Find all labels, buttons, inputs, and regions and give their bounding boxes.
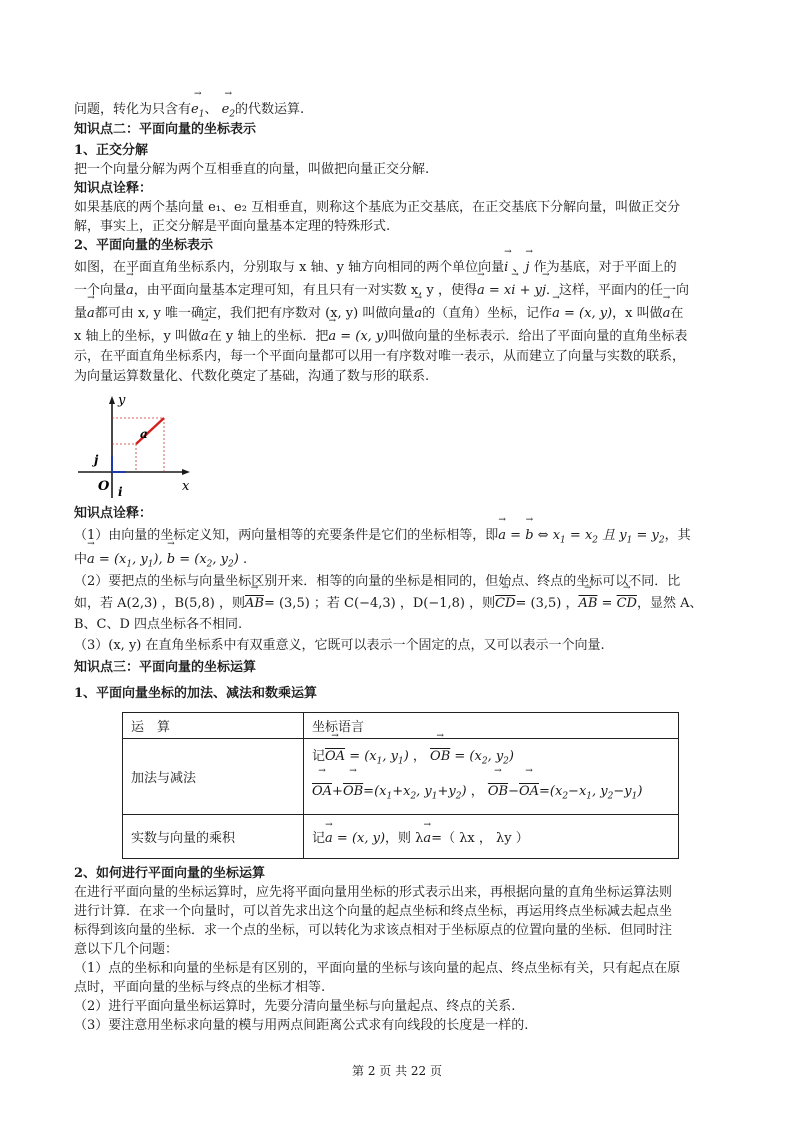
paragraph: （3）(x, y) 在直角坐标系中有双重意义，它既可以表示一个固定的点，又可以表示一个向量. [74,638,605,653]
note-heading: 知识点诠释： [74,181,153,196]
paragraph: （3）要注意用坐标求向量的模与用两点间距离公式求有向线段的长度是一样的. [74,1018,529,1033]
section-heading: 知识点二：平面向量的坐标表示 [74,122,257,137]
y-axis-arrow-icon [109,396,115,404]
paragraph: 量→ a都可由 x, y 唯一确定，我们把有序数对 (x, y) 叫做向量→ a的（直角）坐标，记作→ a = (x, y)，x 叫做→ a在 [74,304,734,324]
paragraph: B、C、D 四点坐标各不相同. [74,617,243,632]
text-line: 问题，转化为只含有→ $e_1$、 → $e_2$的代数运算. [74,100,734,125]
table-header-cell: 坐标语言 [304,713,679,739]
paragraph: 点时，平面向量的坐标与终点的坐标才相等. [74,980,326,995]
y-axis-label: y [118,394,126,408]
paragraph: 一个向量→ a，由平面向量基本定理可知，有且只有一对实数 x, y ，使得→ a = x→ i + y→ j．这样，平面内的任一向 [74,281,734,301]
table-header-row [123,713,679,739]
paragraph: （1）点的坐标和向量的坐标是有区别的，平面向量的坐标与该向量的起点、终点坐标有关，只有起点在原 [74,961,681,976]
operations-table [122,712,679,859]
table-row [123,815,679,859]
origin-label: O [98,479,110,494]
paragraph: 如，若 A(2,3) ，B(5,8) ，则→ $\overline{AB}= (3,5)$ ；若 C(−4,3) ，D(−1,8) ，则→ $\overline{CD}= (3,5)$ ，→ $\overline{AB}$ = → $\overline{CD}$，显然 A、 [74,594,734,614]
paragraph: 在进行平面向量的坐标运算时，应先将平面向量用坐标的形式表示出来，再根据向量的直角坐标运算法则 [74,885,673,900]
subsection-heading: 2、平面向量的坐标表示 [74,238,214,253]
paragraph: 意以下几个问题： [74,942,179,957]
table-cell: 实数与向量的乘积 [123,815,304,859]
paragraph: 如果基底的两个基向量 e₁、e₂ 互相垂直，则称这个基底为正交基底，在正交基底下分解向量，叫做正交分 [74,200,681,215]
paragraph: 把一个向量分解为两个互相垂直的向量，叫做把向量正交分解. [74,162,430,177]
paragraph: 解，事实上，正交分解是平面向量基本定理的特殊形式. [74,219,391,234]
paragraph: 中→ $a = (x_1$, $y_1$), → $b = (x_2$, $y_2$) . [74,550,734,575]
paragraph: （2）进行平面向量坐标运算时，先要分清向量坐标与向量起点、终点的关系. [74,999,516,1014]
paragraph: 示，在平面直角坐标系内，每一个平面向量都可以用一有序数对唯一表示，从而建立了向量与实数的联系， [74,349,686,364]
x-axis-arrow-icon [182,469,190,475]
paragraph: 为向量运算数量化、代数化奠定了基础，沟通了数与形的联系. [74,369,430,384]
table-header-cell: 运 算 [123,713,304,739]
subsection-heading: 2、如何进行平面向量的坐标运算 [74,866,266,881]
paragraph: （2）要把点的坐标与向量坐标区别开来．相等的向量的坐标是相同的，但始点、终点的坐标可以不同．比 [74,574,681,589]
paragraph: 如图，在平面直角坐标系内，分别取与 x 轴、y 轴方向相同的两个单位向量→ i 、→ j 作为基底，对于平面上的 [74,258,734,278]
coordinate-figure [74,394,200,504]
i-label: i [118,485,123,499]
j-label: j [94,453,99,467]
paragraph: 标得到该向量的坐标．求一个点的坐标，可以转化为求该点相对于坐标原点的位置向量的坐标．但同时注 [74,923,673,938]
paragraph: x 轴上的坐标，y 叫做→ a在 y 轴上的坐标．把→ a = (x, y)叫做向量的坐标表示．给出了平面向量的直角坐标表 [74,327,734,347]
table-cell: 记→ $\overline{OA} = (x_1$, $y_1$) ， → $\overline{OB} = (x_2$, $y_2$) → $\overline{OA}+\to \overline{OB}=(x_1+x_2$, $y_1+y_2$) ， → $\overline{OB}-\to \overline{OA}=(x_2-x_1$, $y_2-y_1$) [304,739,679,815]
table-cell: 记→ a = (x, y)，则 λ→ a=（ λx ， λy ） [304,815,679,859]
subsection-heading: 1、平面向量坐标的加法、减法和数乘运算 [74,686,318,701]
note-heading: 知识点诠释： [74,506,153,521]
subsection-heading: 1、正交分解 [74,143,149,158]
table-cell: 加法与减法 [123,739,304,815]
vector-a-label: a [140,427,148,441]
x-axis-label: x [182,479,190,494]
paragraph: （1）由向量的坐标定义知，两向量相等的充要条件是它们的坐标相等，即→ a = → b ⇔ $x_1 = x_2$ 且 $y_1 = y_2$，其 [74,526,734,551]
paragraph: 进行计算．在求一个向量时，可以首先求出这个向量的起点坐标和终点坐标，再运用终点坐标减去起点坐 [74,904,673,919]
table-row [123,739,679,815]
section-heading: 知识点三：平面向量的坐标运算 [74,660,257,675]
page-number-footer: 第 2 页 共 22 页 [352,1064,442,1078]
